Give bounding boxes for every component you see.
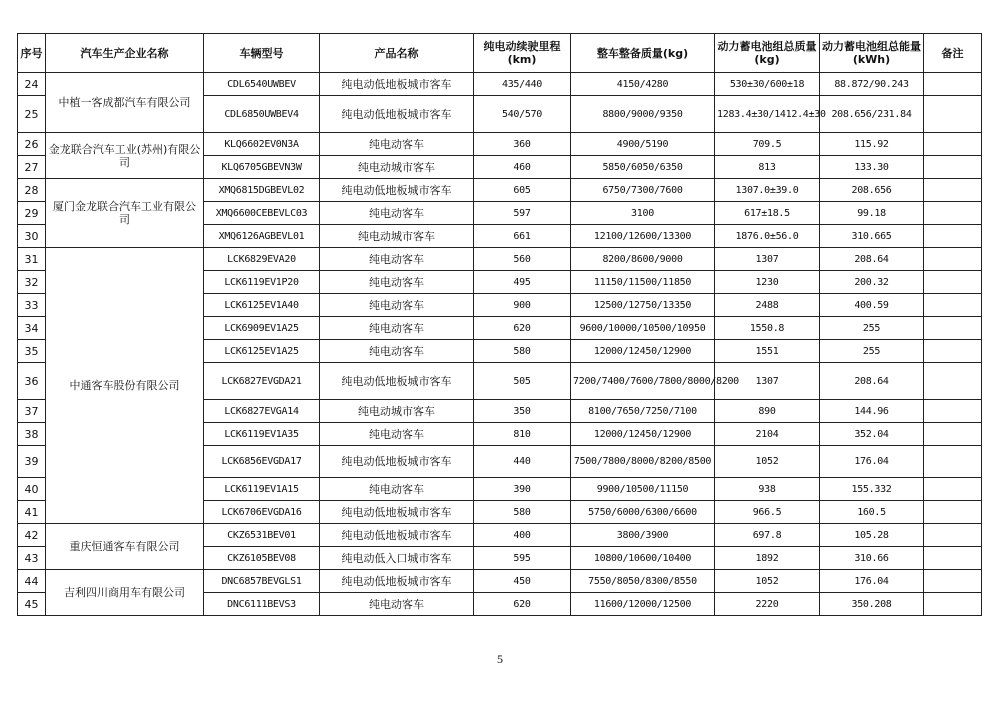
cell-battery-energy: 310.66 [820,547,924,570]
cell-mass: 9600/10000/10500/10950 [571,317,715,340]
cell-battery-mass: 1550.8 [715,317,820,340]
cell-product: 纯电动城市客车 [320,156,474,179]
cell-battery-mass: 1230 [715,271,820,294]
cell-range: 900 [474,294,571,317]
cell-mass: 12000/12450/12900 [571,423,715,446]
table-row [18,179,982,202]
cell-battery-energy: 176.04 [820,446,924,478]
cell-seq: 44 [18,570,46,593]
cell-range: 390 [474,478,571,501]
cell-mass: 7200/7400/7600/7800/8000/8200 [571,363,715,400]
cell-battery-mass: 890 [715,400,820,423]
cell-range: 661 [474,225,571,248]
cell-battery-mass: 813 [715,156,820,179]
cell-model: LCK6125EV1A40 [204,294,320,317]
cell-product: 纯电动客车 [320,423,474,446]
header-mass: 整车整备质量(kg) [571,34,715,73]
cell-mass: 5750/6000/6300/6600 [571,501,715,524]
cell-battery-mass: 938 [715,478,820,501]
cell-seq: 42 [18,524,46,547]
cell-mass: 9900/10500/11150 [571,478,715,501]
cell-mass: 12000/12450/12900 [571,340,715,363]
cell-battery-mass: 617±18.5 [715,202,820,225]
cell-range: 605 [474,179,571,202]
cell-seq: 29 [18,202,46,225]
cell-range: 580 [474,501,571,524]
cell-range: 540/570 [474,96,571,133]
cell-battery-energy: 88.872/90.243 [820,73,924,96]
cell-note [924,133,982,156]
cell-battery-mass: 1283.4±30/1412.4±30 [715,96,820,133]
cell-seq: 37 [18,400,46,423]
header-note: 备注 [924,34,982,73]
cell-range: 350 [474,400,571,423]
cell-note [924,317,982,340]
table-row [18,73,982,96]
cell-model: LCK6119EV1A15 [204,478,320,501]
page-number: 5 [497,652,503,666]
cell-range: 595 [474,547,571,570]
cell-note [924,225,982,248]
cell-product: 纯电动低地板城市客车 [320,96,474,133]
cell-note [924,524,982,547]
cell-battery-energy: 208.656/231.84 [820,96,924,133]
cell-battery-energy: 155.332 [820,478,924,501]
cell-range: 580 [474,340,571,363]
cell-note [924,446,982,478]
cell-note [924,179,982,202]
cell-note [924,423,982,446]
cell-battery-mass: 1307 [715,363,820,400]
cell-product: 纯电动低地板城市客车 [320,446,474,478]
cell-battery-energy: 255 [820,317,924,340]
cell-product: 纯电动低地板城市客车 [320,501,474,524]
cell-range: 597 [474,202,571,225]
vehicle-catalog-table [17,33,982,616]
cell-mass: 8100/7650/7250/7100 [571,400,715,423]
cell-model: LCK6827EVGA14 [204,400,320,423]
cell-battery-mass: 709.5 [715,133,820,156]
cell-mass: 4900/5190 [571,133,715,156]
cell-seq: 26 [18,133,46,156]
cell-model: CDL6540UWBEV [204,73,320,96]
cell-range: 505 [474,363,571,400]
cell-seq: 27 [18,156,46,179]
cell-range: 620 [474,593,571,616]
cell-mass: 6750/7300/7600 [571,179,715,202]
cell-model: CKZ6531BEV01 [204,524,320,547]
cell-note [924,96,982,133]
cell-range: 450 [474,570,571,593]
cell-model: LCK6827EVGDA21 [204,363,320,400]
cell-battery-energy: 105.28 [820,524,924,547]
cell-note [924,570,982,593]
cell-mass: 11150/11500/11850 [571,271,715,294]
cell-note [924,547,982,570]
cell-mass: 5850/6050/6350 [571,156,715,179]
cell-product: 纯电动低地板城市客车 [320,363,474,400]
cell-seq: 32 [18,271,46,294]
cell-note [924,271,982,294]
cell-model: KLQ6602EV0N3A [204,133,320,156]
cell-product: 纯电动客车 [320,271,474,294]
cell-product: 纯电动客车 [320,478,474,501]
cell-battery-energy: 352.04 [820,423,924,446]
cell-maker: 中通客车股份有限公司 [46,248,204,524]
cell-battery-energy: 133.30 [820,156,924,179]
cell-battery-mass: 2104 [715,423,820,446]
cell-battery-energy: 208.656 [820,179,924,202]
table-row [18,248,982,271]
cell-note [924,202,982,225]
cell-product: 纯电动低地板城市客车 [320,73,474,96]
cell-battery-energy: 310.665 [820,225,924,248]
cell-model: LCK6909EV1A25 [204,317,320,340]
cell-battery-mass: 1307 [715,248,820,271]
cell-note [924,400,982,423]
cell-seq: 25 [18,96,46,133]
cell-mass: 12500/12750/13350 [571,294,715,317]
cell-battery-mass: 2220 [715,593,820,616]
cell-battery-energy: 255 [820,340,924,363]
cell-model: LCK6125EV1A25 [204,340,320,363]
cell-seq: 43 [18,547,46,570]
cell-note [924,294,982,317]
cell-maker: 金龙联合汽车工业(苏州)有限公司 [46,133,204,179]
cell-battery-mass: 1892 [715,547,820,570]
cell-battery-energy: 176.04 [820,570,924,593]
cell-range: 400 [474,524,571,547]
cell-product: 纯电动低入口城市客车 [320,547,474,570]
cell-battery-mass: 530±30/600±18 [715,73,820,96]
cell-note [924,156,982,179]
cell-model: XMQ6600CEBEVLC03 [204,202,320,225]
cell-seq: 41 [18,501,46,524]
cell-seq: 28 [18,179,46,202]
cell-note [924,363,982,400]
cell-mass: 12100/12600/13300 [571,225,715,248]
cell-battery-energy: 144.96 [820,400,924,423]
header-seq: 序号 [18,34,46,73]
cell-battery-mass: 966.5 [715,501,820,524]
cell-seq: 34 [18,317,46,340]
cell-model: XMQ6126AGBEVL01 [204,225,320,248]
cell-seq: 39 [18,446,46,478]
cell-product: 纯电动城市客车 [320,400,474,423]
cell-model: DNC6857BEVGLS1 [204,570,320,593]
cell-battery-energy: 99.18 [820,202,924,225]
cell-mass: 3800/3900 [571,524,715,547]
cell-range: 560 [474,248,571,271]
cell-maker: 吉利四川商用车有限公司 [46,570,204,616]
cell-battery-mass: 1551 [715,340,820,363]
cell-range: 360 [474,133,571,156]
cell-seq: 40 [18,478,46,501]
cell-mass: 3100 [571,202,715,225]
cell-note [924,340,982,363]
cell-model: KLQ6705GBEVN3W [204,156,320,179]
cell-mass: 11600/12000/12500 [571,593,715,616]
cell-maker: 重庆恒通客车有限公司 [46,524,204,570]
cell-maker: 中植一客成都汽车有限公司 [46,73,204,133]
header-row [18,34,982,73]
cell-battery-energy: 350.208 [820,593,924,616]
cell-model: CKZ6105BEV08 [204,547,320,570]
cell-battery-energy: 208.64 [820,363,924,400]
cell-product: 纯电动客车 [320,202,474,225]
cell-battery-mass: 1876.0±56.0 [715,225,820,248]
header-range: 纯电动续驶里程(km) [474,34,571,73]
cell-product: 纯电动客车 [320,340,474,363]
cell-product: 纯电动城市客车 [320,225,474,248]
cell-mass: 8200/8600/9000 [571,248,715,271]
cell-battery-mass: 2488 [715,294,820,317]
cell-seq: 30 [18,225,46,248]
table-row [18,570,982,593]
table-row [18,524,982,547]
cell-model: CDL6850UWBEV4 [204,96,320,133]
cell-battery-energy: 160.5 [820,501,924,524]
cell-seq: 31 [18,248,46,271]
cell-seq: 38 [18,423,46,446]
header-battery-energy: 动力蓄电池组总能量(kWh) [820,34,924,73]
cell-battery-mass: 1307.0±39.0 [715,179,820,202]
cell-model: XMQ6815DGBEVL02 [204,179,320,202]
cell-product: 纯电动客车 [320,317,474,340]
cell-range: 810 [474,423,571,446]
cell-battery-mass: 697.8 [715,524,820,547]
cell-product: 纯电动低地板城市客车 [320,524,474,547]
header-maker: 汽车生产企业名称 [46,34,204,73]
cell-battery-energy: 200.32 [820,271,924,294]
cell-model: LCK6119EV1P20 [204,271,320,294]
cell-seq: 33 [18,294,46,317]
cell-product: 纯电动低地板城市客车 [320,179,474,202]
cell-note [924,478,982,501]
cell-model: LCK6856EVGDA17 [204,446,320,478]
cell-mass: 7550/8050/8300/8550 [571,570,715,593]
cell-model: LCK6119EV1A35 [204,423,320,446]
cell-maker: 厦门金龙联合汽车工业有限公司 [46,179,204,248]
cell-mass: 8800/9000/9350 [571,96,715,133]
cell-product: 纯电动客车 [320,248,474,271]
cell-note [924,73,982,96]
cell-product: 纯电动客车 [320,133,474,156]
cell-seq: 36 [18,363,46,400]
table-row [18,133,982,156]
cell-mass: 7500/7800/8000/8200/8500 [571,446,715,478]
header-product: 产品名称 [320,34,474,73]
cell-battery-mass: 1052 [715,570,820,593]
cell-range: 495 [474,271,571,294]
cell-model: LCK6706EVGDA16 [204,501,320,524]
cell-battery-energy: 208.64 [820,248,924,271]
header-battery-mass: 动力蓄电池组总质量(kg) [715,34,820,73]
cell-seq: 24 [18,73,46,96]
cell-mass: 4150/4280 [571,73,715,96]
cell-note [924,501,982,524]
cell-range: 440 [474,446,571,478]
cell-battery-energy: 115.92 [820,133,924,156]
cell-seq: 35 [18,340,46,363]
cell-range: 460 [474,156,571,179]
cell-note [924,248,982,271]
cell-note [924,593,982,616]
cell-product: 纯电动低地板城市客车 [320,570,474,593]
cell-mass: 10800/10600/10400 [571,547,715,570]
cell-seq: 45 [18,593,46,616]
cell-battery-mass: 1052 [715,446,820,478]
header-model: 车辆型号 [204,34,320,73]
cell-model: DNC6111BEVS3 [204,593,320,616]
cell-model: LCK6829EVA20 [204,248,320,271]
cell-range: 435/440 [474,73,571,96]
cell-product: 纯电动客车 [320,593,474,616]
cell-battery-energy: 400.59 [820,294,924,317]
cell-range: 620 [474,317,571,340]
cell-product: 纯电动客车 [320,294,474,317]
